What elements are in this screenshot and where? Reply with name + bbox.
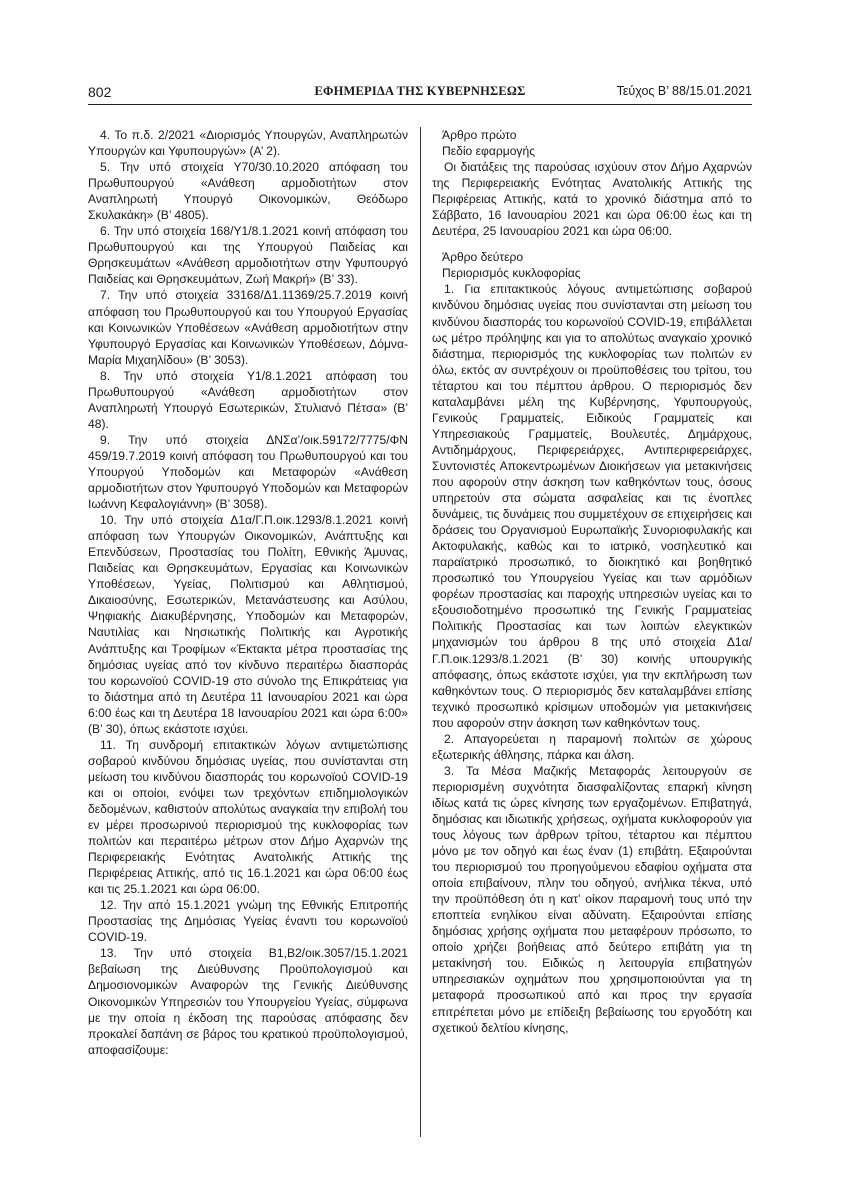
header-rule xyxy=(88,104,752,105)
paragraph: 4. Το π.δ. 2/2021 «Διορισμός Υπουργών, Αναπληρωτών Υπουργών και Υφυπουργών» (Α’ 2). xyxy=(88,128,408,159)
paragraph: 12. Την από 15.1.2021 γνώμη της Εθνικής Επιτροπής Προστασίας της Δημόσιας Υγείας έναντι του κορωνοϊού COVID-19. xyxy=(88,898,408,945)
paragraph: 13. Την υπό στοιχεία Β1,Β2/οικ.3057/15.1.2021 βεβαίωση της Διεύθυνσης Προϋπολογισμού και Δημοσιονομικών Αναφορών της Γενικής Διεύθυνσης Οικονομικών Υπηρεσιών του Υπουργείου Υγείας, σύμφωνα με την οποία η έκδοση της παρούσας απόφασης δεν προκαλεί δαπάνη σε βάρος του κρατικού προϋπολογισμού, αποφασίζουμε: xyxy=(88,946,408,1057)
paragraph: 2. Απαγορεύεται η παραμονή πολιτών σε χώρους εξωτερικής άθλησης, πάρκα και άλση. xyxy=(432,731,752,762)
left-column xyxy=(88,127,408,1058)
page-header xyxy=(88,84,752,104)
paragraph: 1. Για επιτακτικούς λόγους αντιμετώπισης σοβαρού κινδύνου δημόσιας υγείας που συνίστανται στη μείωση του κινδύνου διασποράς του κορωνοϊού COVID-19, επιβάλλεται ως μέτρο πρόληψης και για το απολύτως αναγκαίο χρονικό διάστημα, περιορισμός της κυκλοφορίας των πολιτών εν όλω, εκτός αν συντρέχουν οι προϋποθέσεις του τρίτου, του τέταρτου και του πέμπτου άρθρου. Ο περιορισμός δεν καταλαμβάνει μέλη της Κυβέρνησης, Υφυπουργούς, Γενικούς Γραμματείς, Ειδικούς Γραμματείς και Υπηρεσιακούς Γραμματείς, Βουλευτές, Δημάρχους, Αντιδημάρχους, Περιφερειάρχες, Αντιπεριφερειάρχες, Συντονιστές Αποκεντρωμένων Διοικήσεων για μετακινήσεις που αφορούν στην άσκηση των καθηκόντων τους, όσους υπηρετούν στα σώματα ασφαλείας και τις ένοπλες δυνάμεις, τις δυνάμεις που συμμετέχουν σε επιχειρήσεις και δράσεις του Οργανισμού Ευρωπαϊκής Συνοριοφυλακής και Ακτοφυλακής, καθώς και το ιατρικό, νοσηλευτικό και παραϊατρικό προσωπικό, το διοικητικό και βοηθητικό προσωπικό του Υπουργείου Υγείας και των αρμόδιων φορέων προστασίας και παροχής υπηρεσιών υγείας και το εξουσιοδοτημένο προσωπικό της Γενικής Γραμματείας Πολιτικής Προστασίας και των λοιπών ελεγκτικών μηχανισμών του άρθρου 8 της υπό στοιχεία Δ1α/Γ.Π.οικ.1293/8.1.2021 (Β’ 30) κοινής υπουργικής απόφασης, όπως εκάστοτε ισχύει, για την εκπλήρωση των καθηκόντων τους. Ο περιορισμός δεν καταλαμβάνει επίσης τεχνικό προσωπικό κρίσιμων υποδομών για μετακινήσεις που αφορούν στην άσκηση των καθηκόντων τους. xyxy=(432,282,752,730)
paragraph: Οι διατάξεις της παρούσας ισχύουν στον Δήμο Αχαρνών της Περιφερειακής Ενότητας Ανατολικής Αττικής της Περιφέρειας Αττικής, κατά το χρονικό διάστημα από το Σάββατο, 16 Ιανουαρίου 2021 και ώρα 06:00 έως και τη Δευτέρα, 25 Ιανουαρίου 2021 και ώρα 06:00. xyxy=(432,160,752,239)
article-title: Άρθρο δεύτερο xyxy=(442,250,524,265)
paragraph: 3. Τα Μέσα Μαζικής Μεταφοράς λειτουργούν σε περιορισμένη συχνότητα διασφαλίζοντας επαρκή κίνηση ιδίως κατά τις ώρες κίνησης των εργαζομένων. Επιβατηγά, δημόσιας και ιδιωτικής χρήσεως, οχήματα κυκλοφορούν για τους λόγους των άρθρων τρίτου, τέταρτου και πέμπτου μόνο με τον οδηγό και έως έναν (1) επιβάτη. Εξαιρούνται του περιορισμού του προηγούμενου εδαφίου οχήματα στα οποία επιβαίνουν, πλην του οδηγού, ανήλικα τέκνα, υπό την προϋπόθεση ότι η κατ’ οίκον παραμονή τους υπό την εποπτεία ενηλίκου είναι αδύνατη. Εξαιρούνται επίσης δημόσιας χρήσης οχήματα που μεταφέρουν πρόσωπο, το οποίο χρήζει βοήθειας από δεύτερο επιβάτη για τη μετακίνησή του. Ειδικώς η λειτουργία επιβατηγών υπηρεσιακών οχημάτων που χρησιμοποιούνται για τη μεταφορά προσωπικού από και προς την εργασία επιτρέπεται μόνο με επίδειξη βεβαίωσης του εργοδότη και σχετικού δελτίου κίνησης, xyxy=(432,763,752,1035)
issue-number: Τεύχος Β’ 88/15.01.2021 xyxy=(616,84,752,98)
paragraph: 6. Την υπό στοιχεία 168/Υ1/8.1.2021 κοινή απόφαση του Πρωθυπουργού και της Υπουργού Παιδείας και Θρησκευμάτων «Ανάθεση αρμοδιοτήτων στην Υφυπουργό Παιδείας και Θρησκευμάτων, Ζωή Μακρή» (Β’ 33). xyxy=(88,224,408,287)
paragraph: 9. Την υπό στοιχεία ΔΝΣα’/οικ.59172/7775/ΦΝ 459/19.7.2019 κοινή απόφαση του Πρωθυπουργού και του Υπουργού Υποδομών και Μεταφορών «Ανάθεση αρμοδιοτήτων στον Υφυπουργό Υποδομών και Μεταφορών Ιωάννη Κεφαλογιάννη» (Β’ 3058). xyxy=(88,432,408,512)
paragraph: 5. Την υπό στοιχεία Υ70/30.10.2020 απόφαση του Πρωθυπουργού «Ανάθεση αρμοδιοτήτων στον Αναπληρωτή Υπουργό Οικονομικών, Θεόδωρο Σκυλακάκη» (Β’ 4805). xyxy=(88,160,408,223)
paragraph: 8. Την υπό στοιχεία Υ1/8.1.2021 απόφαση του Πρωθυπουργού «Ανάθεση αρμοδιοτήτων στον Αναπληρωτή Υπουργό Εσωτερικών, Στυλιανό Πέτσα» (Β’ 48). xyxy=(88,368,408,431)
right-column xyxy=(432,127,752,1036)
page-number: 802 xyxy=(88,84,112,100)
article-subtitle: Πεδίο εφαρμογής xyxy=(442,144,536,159)
gazette-title: ΕΦΗΜΕΡΙΔΑ ΤΗΣ ΚΥΒΕΡΝΗΣΕΩΣ xyxy=(314,84,526,98)
article-title: Άρθρο πρώτο xyxy=(442,128,517,142)
paragraph: 11. Τη συνδρομή επιτακτικών λόγων αντιμετώπισης σοβαρού κινδύνου δημόσιας υγείας, που συνίστανται στη μείωση του κινδύνου διασποράς του κορωνοϊού COVID-19 και οι οποίοι, ενόψει των τρεχόντων επιδημιολογικών δεδομένων, καθιστούν απολύτως αναγκαία την επιβολή του εν μέρει προσωρινού περιορισμού της κυκλοφορίας των πολιτών και περαιτέρω μέτρων στον Δήμο Αχαρνών της Περιφερειακής Ενότητας Ανατολικής Αττικής της Περιφέρειας Αττικής, από τις 16.1.2021 και ώρα 06:00 έως και τις 25.1.2021 και ώρα 06:00. xyxy=(88,737,408,897)
paragraph: 10. Την υπό στοιχεία Δ1α/Γ.Π.οικ.1293/8.1.2021 κοινή απόφαση των Υπουργών Οικονομικών, Ανάπτυξης και Επενδύσεων, Προστασίας του Πολίτη, Εθνικής Άμυνας, Παιδείας και Θρησκευμάτων, Εργασίας και Κοινωνικών Υποθέσεων, Υγείας, Πολιτισμού και Αθλητισμού, Δικαιοσύνης, Εσωτερικών, Μετανάστευσης και Ασύλου, Ψηφιακής Διακυβέρνησης, Υποδομών και Μεταφορών, Ναυτιλίας και Νησιωτικής Πολιτικής και Αγροτικής Ανάπτυξης και Τροφίμων «Έκτακτα μέτρα προστασίας της δημόσιας υγείας από τον κίνδυνο περαιτέρω διασποράς του κορωνοϊού COVID-19 στο σύνολο της Επικράτειας για το διάστημα από τη Δευτέρα 11 Ιανουαρίου 2021 και ώρα 6:00 έως και τη Δευτέρα 18 Ιανουαρίου 2021 και ώρα 6:00» (Β’ 30), όπως εκάστοτε ισχύει. xyxy=(88,513,408,736)
column-divider xyxy=(420,127,421,1137)
article-subtitle: Περιορισμός κυκλοφορίας xyxy=(442,266,581,281)
paragraph: 7. Την υπό στοιχεία 33168/Δ1.11369/25.7.2019 κοινή απόφαση του Πρωθυπουργού και του Υπουργού Εργασίας και Κοινωνικών Υποθέσεων «Ανάθεση αρμοδιοτήτων στην Υφυπουργό Εργασίας και Κοινωνικών Υποθέσεων, Δόμνα-Μαρία Μιχαηλίδου» (Β’ 3053). xyxy=(88,288,408,367)
